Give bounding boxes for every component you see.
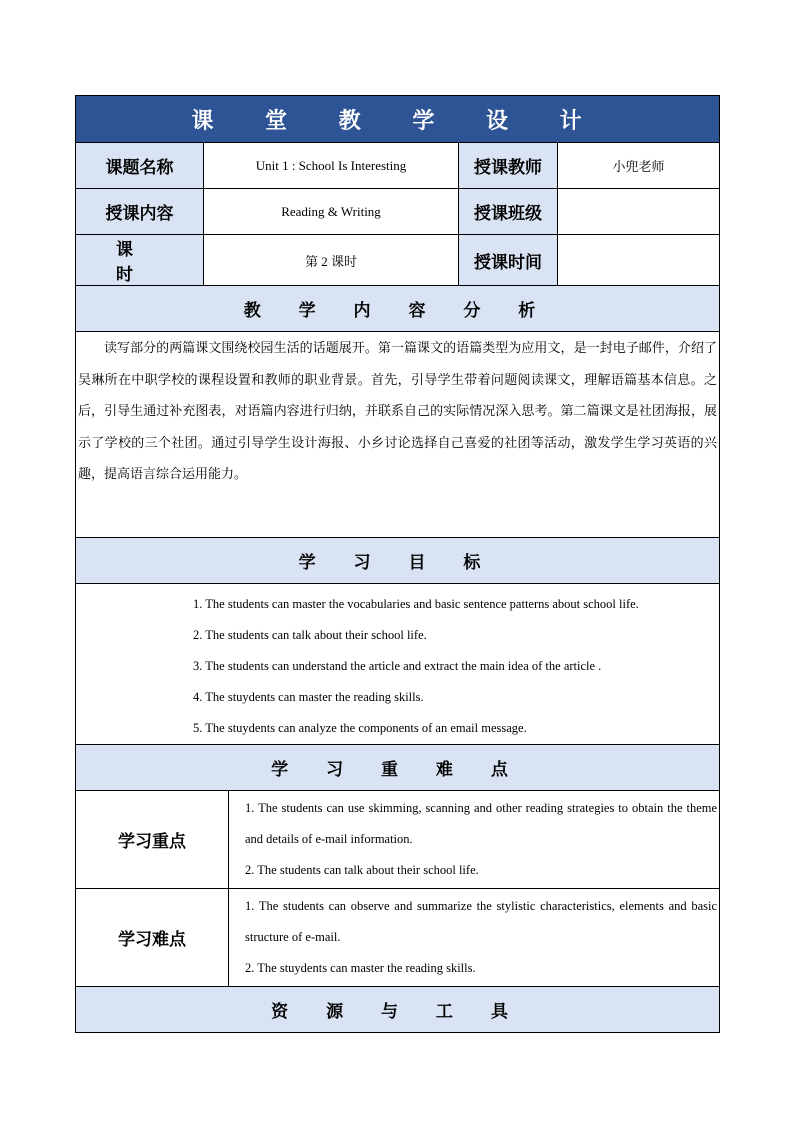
focus-item: 1. The students can use skimming, scanning and other reading strategies to obtain the theme and details of e-mail information. <box>245 801 718 846</box>
period-label: 课 时 <box>76 235 204 286</box>
lesson-plan-table <box>75 95 720 1033</box>
class-label: 授课班级 <box>459 189 558 235</box>
objectives-list <box>76 584 719 744</box>
teacher-label: 授课教师 <box>459 143 558 189</box>
analysis-text: 读写部分的两篇课文围绕校园生活的话题展开。第一篇课文的语篇类型为应用文，是一封电子邮件，介绍了吴琳所在中职学校的课程设置和教师的职业背景。首先，引导学生带着问题阅读课文，理解语篇基本信息。之后，引导生通过补充图表，对语篇内容进行归纳，并联系自己的实际情况深入思考。第二篇课文是社团海报，展示了学校的三个社团。通过引导学生设计海报、小乡讨论选择自己喜爱的社团等活动，激发学生学习英语的兴趣，提高语言综合运用能力。 <box>78 341 718 482</box>
resources-heading: 资 源 与 工 具 <box>76 987 720 1033</box>
difficulty-item: 2. The stuydents can master the reading skills. <box>245 961 476 975</box>
focus-cell <box>229 791 720 889</box>
teacher-value: 小兜老师 <box>558 143 720 189</box>
objective-item: 4. The stuydents can master the reading skills. <box>193 690 424 704</box>
focus-label: 学习重点 <box>76 791 229 889</box>
analysis-cell <box>76 332 720 538</box>
topic-label: 课题名称 <box>76 143 204 189</box>
time-value <box>558 235 720 286</box>
topic-value: Unit 1 : School Is Interesting <box>204 143 459 189</box>
key-points-heading: 学 习 重 难 点 <box>76 745 720 791</box>
time-label: 授课时间 <box>459 235 558 286</box>
objectives-heading: 学 习 目 标 <box>76 538 720 584</box>
difficulty-item: 1. The students can observe and summarize the stylistic characteristics, elements and basic structure of e-mail. <box>245 899 718 944</box>
difficulty-cell <box>229 889 720 987</box>
document-title: 课 堂 教 学 设 计 <box>76 96 720 143</box>
analysis-heading: 教 学 内 容 分 析 <box>76 286 720 332</box>
objective-item: 2. The students can talk about their school life. <box>193 628 427 642</box>
class-value <box>558 189 720 235</box>
content-value: Reading & Writing <box>204 189 459 235</box>
period-value: 第 2 课时 <box>204 235 459 286</box>
objective-item: 5. The stuydents can analyze the components of an email message. <box>193 721 527 735</box>
objective-item: 1. The students can master the vocabularies and basic sentence patterns about school life. <box>193 597 639 611</box>
objectives-cell <box>76 584 720 745</box>
content-label: 授课内容 <box>76 189 204 235</box>
lesson-plan-page <box>75 95 719 1033</box>
difficulty-label: 学习难点 <box>76 889 229 987</box>
objective-item: 3. The students can understand the article and extract the main idea of the article . <box>193 659 602 673</box>
focus-item: 2. The students can talk about their school life. <box>245 863 479 877</box>
